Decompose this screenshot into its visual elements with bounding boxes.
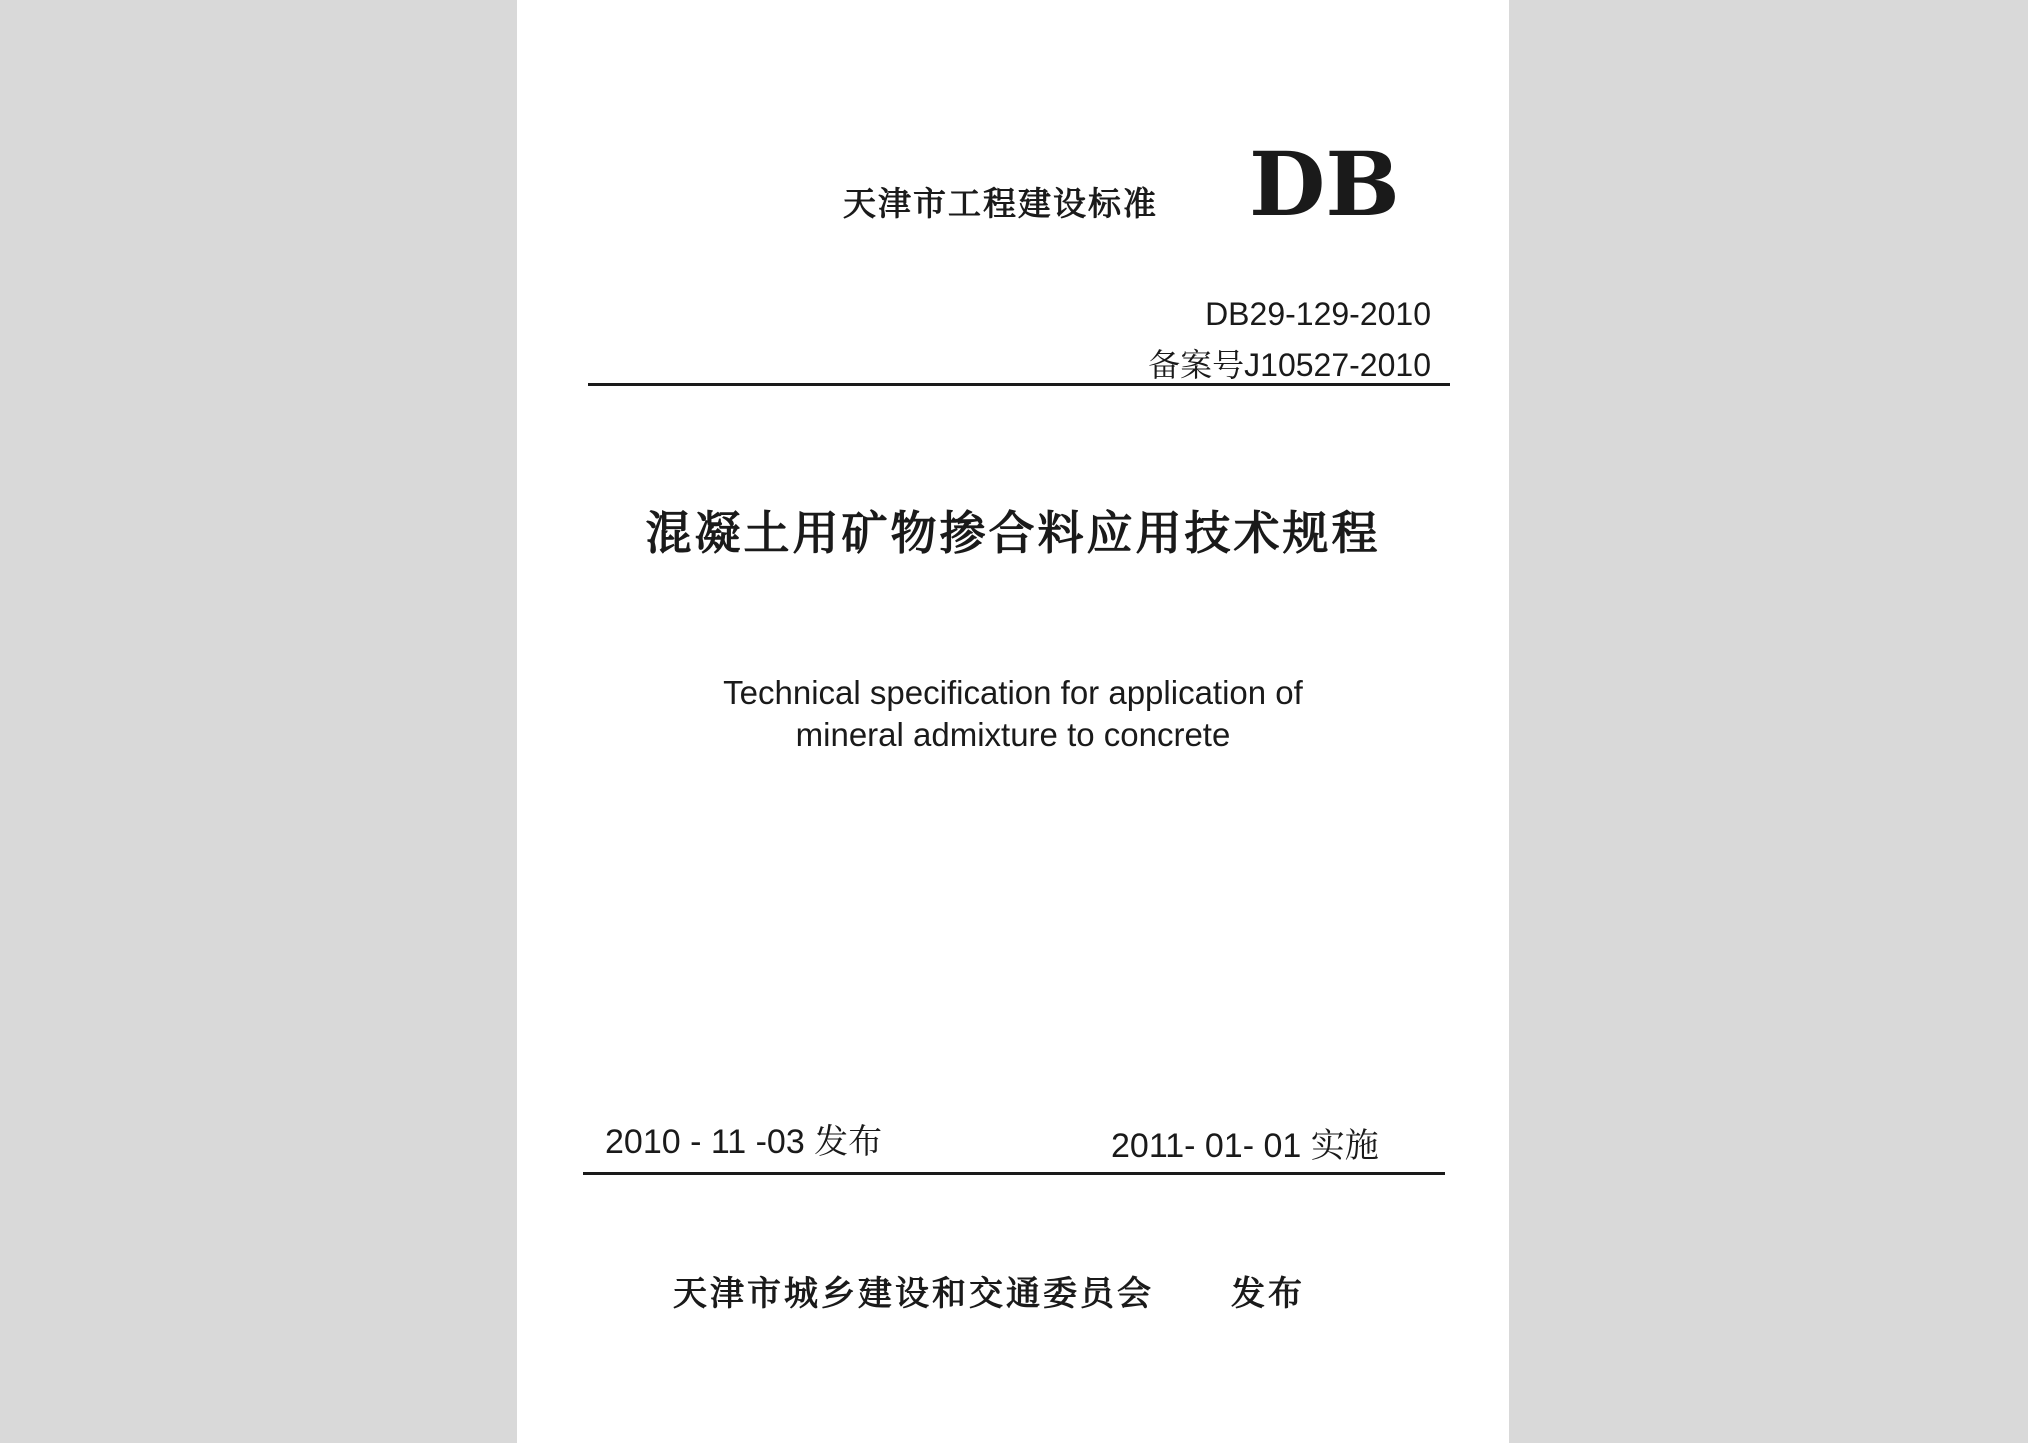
publisher-suffix: 发布 bbox=[1231, 1274, 1305, 1314]
db-mark: DB bbox=[1249, 132, 1400, 236]
bottom-divider bbox=[583, 1172, 1445, 1175]
standard-category-label: 天津市工程建设标准 bbox=[843, 184, 1158, 223]
issue-date: 2010 - 11 -03 发布 bbox=[605, 1123, 883, 1161]
document-page bbox=[517, 0, 1509, 1443]
publisher-name: 天津市城乡建设和交通委员会 bbox=[673, 1274, 1154, 1314]
standard-number: DB29-129-2010 bbox=[1205, 296, 1431, 332]
filing-number: 备案号J10527-2010 bbox=[1148, 347, 1431, 383]
title-english-line-1: Technical specification for application of bbox=[723, 674, 1303, 711]
title-english-line-2: mineral admixture to concrete bbox=[795, 716, 1231, 753]
title-chinese: 混凝土用矿物掺合料应用技术规程 bbox=[645, 506, 1381, 560]
top-divider bbox=[588, 383, 1450, 386]
implementation-date: 2011- 01- 01 实施 bbox=[1111, 1127, 1379, 1165]
